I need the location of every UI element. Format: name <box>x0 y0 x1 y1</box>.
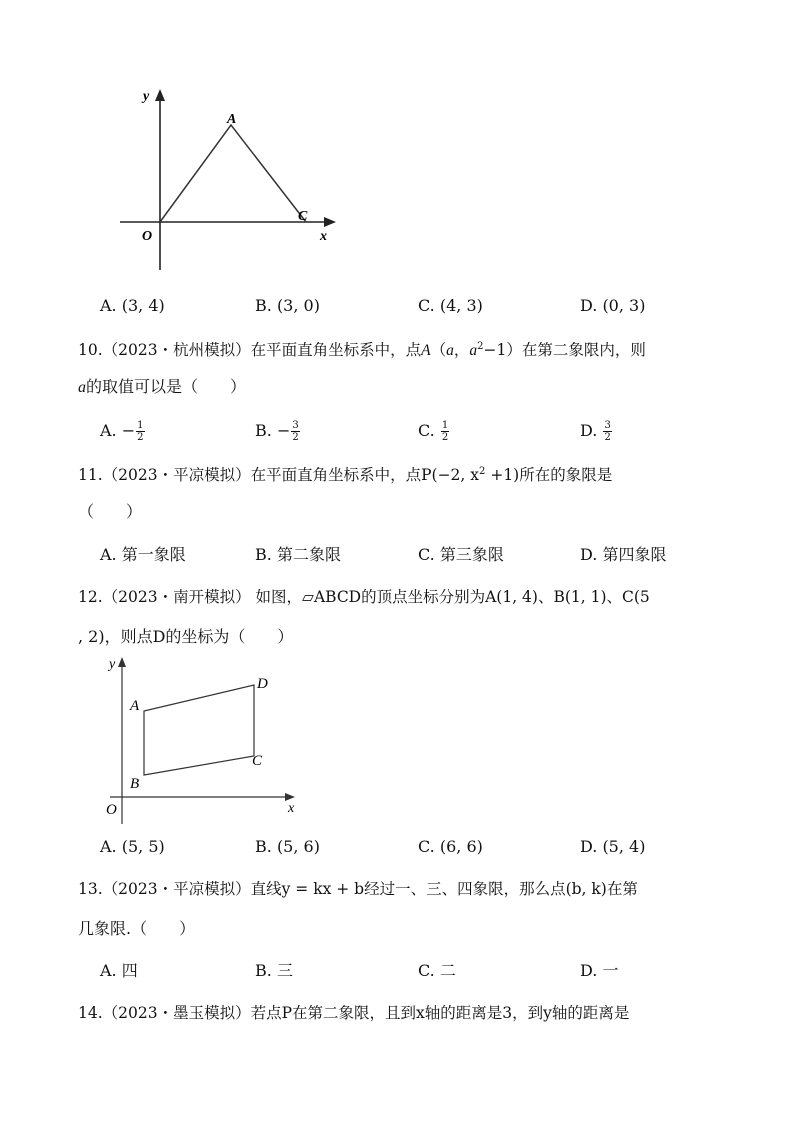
label-c: C <box>298 209 308 224</box>
option-value: 二 <box>439 961 456 980</box>
q11-suffix: +1)所在的象限是 <box>485 466 613 485</box>
q10-comma: ， <box>453 341 470 360</box>
option-value: (6, 6) <box>439 837 483 856</box>
y-axis-arrow <box>118 657 126 667</box>
q11-option-b <box>255 545 341 565</box>
option-label: A. <box>100 545 117 564</box>
q11-exponent: 2 <box>479 466 486 477</box>
numerator: 3 <box>604 420 611 431</box>
label-y: y <box>143 89 150 104</box>
q10-option-c <box>418 420 449 443</box>
q12-option-a <box>100 837 165 857</box>
q11-option-a <box>100 545 186 565</box>
label-x: x <box>320 229 327 244</box>
option-label: C. <box>418 296 435 315</box>
option-value: 第一象限 <box>121 545 186 564</box>
q10-rest: −1）在第二象限内，则 <box>483 341 646 360</box>
y-axis-arrow <box>155 89 165 101</box>
option-label: D. <box>580 421 598 440</box>
option-value: 一 <box>602 961 619 980</box>
option-value: 第三象限 <box>439 545 504 564</box>
numerator: 3 <box>292 420 299 431</box>
q9-option-b <box>255 296 320 316</box>
figure-triangle-oac <box>110 80 350 280</box>
option-label: C. <box>418 421 435 440</box>
denominator: 2 <box>604 432 611 443</box>
option-value: 第四象限 <box>602 545 667 564</box>
option-sign: − <box>121 421 136 440</box>
q12-stem-line1: 12.（2023・南开模拟） 如图，▱ABCD的顶点坐标分别为A(1, 4)、B(1, 1)、C(5 <box>78 588 650 606</box>
option-label: D. <box>580 837 598 856</box>
x-axis-arrow <box>324 217 336 227</box>
q10-option-d <box>580 420 612 443</box>
q10-prefix: 10.（2023・杭州模拟）在平面直角坐标系中，点 <box>78 341 422 360</box>
option-label: A. <box>100 296 117 315</box>
triangle-sides <box>160 125 306 222</box>
option-label: B. <box>255 961 272 980</box>
option-value: (4, 3) <box>439 296 483 315</box>
q11-prefix: 11.（2023・平凉模拟）在平面直角坐标系中，点P(−2, x <box>78 466 480 485</box>
option-fraction <box>136 420 144 443</box>
q12-option-d <box>580 837 645 857</box>
denominator: 2 <box>441 432 449 443</box>
option-value: (0, 3) <box>602 296 646 315</box>
option-label: C. <box>418 545 435 564</box>
option-label: B. <box>255 545 272 564</box>
option-fraction <box>441 420 449 443</box>
q11-stem-line1 <box>78 462 612 485</box>
q13-stem-line2: 几象限.（ ） <box>78 919 196 938</box>
q13-option-d <box>580 961 618 981</box>
option-label: D. <box>580 545 598 564</box>
q9-option-d <box>580 296 645 316</box>
label-x: x <box>288 801 295 816</box>
q11-stem-line2: （ ） <box>78 502 143 521</box>
figure-parallelogram-abcd <box>95 652 315 832</box>
option-label: D. <box>580 296 598 315</box>
q13-stem-line1: 13.（2023・平凉模拟）直线y = kx + b经过一、三、四象限，那么点(b, k)在第 <box>78 880 638 898</box>
option-label: D. <box>580 961 598 980</box>
q14-stem-line1: 14.（2023・墨玉模拟）若点P在第二象限，且到x轴的距离是3，到y轴的距离是 <box>78 1004 630 1022</box>
label-origin: O <box>106 802 117 818</box>
denominator: 2 <box>292 432 299 443</box>
label-b: B <box>130 776 140 792</box>
q10-var: a <box>78 379 86 396</box>
option-label: C. <box>418 961 435 980</box>
option-label: A. <box>100 961 117 980</box>
q10-paren: （ <box>430 341 447 360</box>
option-label: B. <box>255 296 272 315</box>
option-label: A. <box>100 837 117 856</box>
numerator: 1 <box>441 420 449 431</box>
option-value: 第二象限 <box>276 545 341 564</box>
q13-option-b <box>255 961 293 981</box>
option-value: (5, 6) <box>276 837 320 856</box>
option-value: 三 <box>276 961 293 980</box>
q12-option-b <box>255 837 320 857</box>
denominator: 2 <box>137 432 144 443</box>
label-a: A <box>130 698 140 714</box>
label-a: A <box>227 112 237 127</box>
option-value: (3, 4) <box>121 296 165 315</box>
label-d: D <box>257 676 268 692</box>
option-label: B. <box>255 421 272 440</box>
q13-option-a <box>100 961 138 981</box>
label-c: C <box>252 753 263 769</box>
parallelogram-abcd <box>144 685 254 775</box>
option-value: (5, 4) <box>602 837 646 856</box>
q12-option-c <box>418 837 483 857</box>
q13-option-c <box>418 961 456 981</box>
option-value: 四 <box>121 961 138 980</box>
q10-var: a <box>446 342 454 360</box>
q10-point-name: A <box>421 342 431 360</box>
option-fraction <box>291 420 299 443</box>
q10-option-a <box>100 420 145 443</box>
option-fraction <box>603 420 611 443</box>
option-label: A. <box>100 421 117 440</box>
option-value: (5, 5) <box>121 837 165 856</box>
q12-stem-line2: , 2)，则点D的坐标为（ ） <box>78 627 294 646</box>
x-axis-arrow <box>285 793 295 801</box>
numerator: 1 <box>137 420 144 431</box>
label-origin: O <box>142 229 153 244</box>
label-y: y <box>109 657 116 672</box>
q9-option-c <box>418 296 483 316</box>
q10-option-b <box>255 420 300 443</box>
option-label: B. <box>255 837 272 856</box>
q10-stem-line2 <box>78 377 246 398</box>
q10-stem-line1 <box>78 337 646 361</box>
q11-option-c <box>418 545 504 565</box>
option-sign: − <box>276 421 291 440</box>
q11-option-d <box>580 545 666 565</box>
q9-option-a <box>100 296 165 316</box>
q10-var: a <box>469 342 478 360</box>
option-label: C. <box>418 837 435 856</box>
option-value: (3, 0) <box>276 296 320 315</box>
q10-line2-rest: 的取值可以是（ ） <box>86 377 247 396</box>
q10-exponent: 2 <box>477 341 484 352</box>
